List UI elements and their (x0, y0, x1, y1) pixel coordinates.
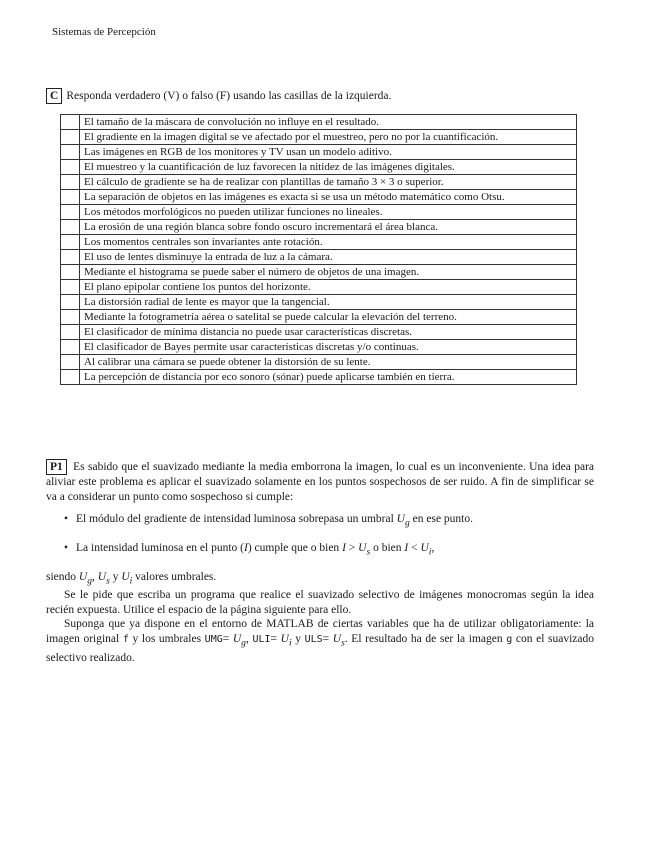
condition-intensity: • La intensidad luminosa en el punto (I) cumple que o bien $I > U_s$ o bien $I < U_i$, (64, 541, 594, 560)
statement-row (61, 310, 577, 325)
statement-row (61, 295, 577, 310)
answer-box[interactable] (61, 145, 80, 160)
answer-box[interactable] (61, 235, 80, 250)
page-header: Sistemas de Percepción (52, 26, 156, 38)
statement-row (61, 250, 577, 265)
statement-text: La separación de objetos en las imágenes es exacta si se usa un método matemático como Otsu. (80, 190, 577, 205)
answer-box[interactable] (61, 325, 80, 340)
statement-text: El cálculo de gradiente se ha de realizar con plantillas de tamaño 3 × 3 o superior. (80, 175, 577, 190)
statement-text: La percepción de distancia por eco sonoro (sónar) puede aplicarse también en tierra. (80, 370, 577, 385)
statement-row (61, 280, 577, 295)
statement-text: El clasificador de Bayes permite usar características discretas y/o continuas. (80, 340, 577, 355)
statement-text: El uso de lentes disminuye la entrada de luz a la cámara. (80, 250, 577, 265)
statement-text: El muestreo y la cuantificación de luz favorecen la nitidez de las imágenes digitales. (80, 160, 577, 175)
answer-box[interactable] (61, 355, 80, 370)
statement-row (61, 355, 577, 370)
answer-box[interactable] (61, 175, 80, 190)
statement-row (61, 265, 577, 280)
statement-text: El gradiente en la imagen digital se ve afectado por el muestreo, pero no por la cuantificación. (80, 130, 577, 145)
section-c-label: C (46, 88, 62, 104)
statement-row (61, 115, 577, 130)
statement-row (61, 130, 577, 145)
answer-box[interactable] (61, 370, 80, 385)
answer-box[interactable] (61, 220, 80, 235)
answer-box[interactable] (61, 265, 80, 280)
statement-text: Los métodos morfológicos no pueden utilizar funciones no lineales. (80, 205, 577, 220)
p1-task: Se le pide que escriba un programa que realice el suavizado selectivo de imágenes monocromas según la idea recién expuesta. Utilice el espacio de la página siguiente para ello. (46, 589, 594, 616)
answer-box[interactable] (61, 115, 80, 130)
statement-row (61, 235, 577, 250)
statement-row (61, 175, 577, 190)
answer-box[interactable] (61, 310, 80, 325)
statement-row (61, 160, 577, 175)
answer-box[interactable] (61, 190, 80, 205)
statement-text: La erosión de una región blanca sobre fondo oscuro incrementará el área blanca. (80, 220, 577, 235)
statement-row (61, 220, 577, 235)
true-false-table (60, 114, 577, 385)
statement-text: Al calibrar una cámara se puede obtener la distorsión de su lente. (80, 355, 577, 370)
statement-text: La distorsión radial de lente es mayor que la tangencial. (80, 295, 577, 310)
p1-thresholds: siendo $U_g$, $U_s$ y $U_i$ valores umbrales. (46, 570, 217, 586)
statement-text: El clasificador de mínima distancia no puede usar características discretas. (80, 325, 577, 340)
answer-box[interactable] (61, 130, 80, 145)
section-c-instruction: Responda verdadero (V) o falso (F) usando las casillas de la izquierda. (66, 90, 392, 102)
answer-box[interactable] (61, 160, 80, 175)
statement-row (61, 340, 577, 355)
answer-box[interactable] (61, 280, 80, 295)
statement-row (61, 145, 577, 160)
statement-text: Las imágenes en RGB de los monitores y TV usan un modelo aditivo. (80, 145, 577, 160)
p1-intro (46, 459, 594, 504)
answer-box[interactable] (61, 340, 80, 355)
condition-gradient: • El módulo del gradiente de intensidad luminosa sobrepasa un umbral $U_g$ en ese punto. (64, 512, 594, 531)
statement-row (61, 325, 577, 340)
answer-box[interactable] (61, 205, 80, 220)
statement-text: El tamaño de la máscara de convolución no influye en el resultado. (80, 115, 577, 130)
problem-p1 (46, 459, 594, 665)
p1-matlab-vars: Suponga que ya dispone en el entorno de MATLAB de ciertas variables que ha de utilizar obligatoriamente: la imagen original f y los umbrales $UMG= U_g$, $ULI= U_i$ y $ULS= U_s$. El resultado ha de ser la imagen g con el suavizado selectivo realizado. (46, 618, 595, 664)
statement-row (61, 205, 577, 220)
p1-intro-text: Es sabido que el suavizado mediante la media emborrona la imagen, lo cual es un inconveniente. Una idea para aliviar este problema es aplicar el suavizado solamente en los puntos sospechosos de ser ruido. A fin de simplificar se va a considerar un punto como sospechoso si cumple: (46, 461, 594, 503)
statement-row (61, 190, 577, 205)
answer-box[interactable] (61, 295, 80, 310)
section-c-heading (46, 88, 391, 104)
statement-text: Los momentos centrales son invariantes ante rotación. (80, 235, 577, 250)
statement-row (61, 370, 577, 385)
p1-label: P1 (46, 459, 67, 475)
answer-box[interactable] (61, 250, 80, 265)
statement-text: El plano epipolar contiene los puntos del horizonte. (80, 280, 577, 295)
statement-text: Mediante el histograma se puede saber el número de objetos de una imagen. (80, 265, 577, 280)
condition-list (46, 512, 594, 560)
statement-text: Mediante la fotogrametría aérea o satelital se puede calcular la elevación del terreno. (80, 310, 577, 325)
